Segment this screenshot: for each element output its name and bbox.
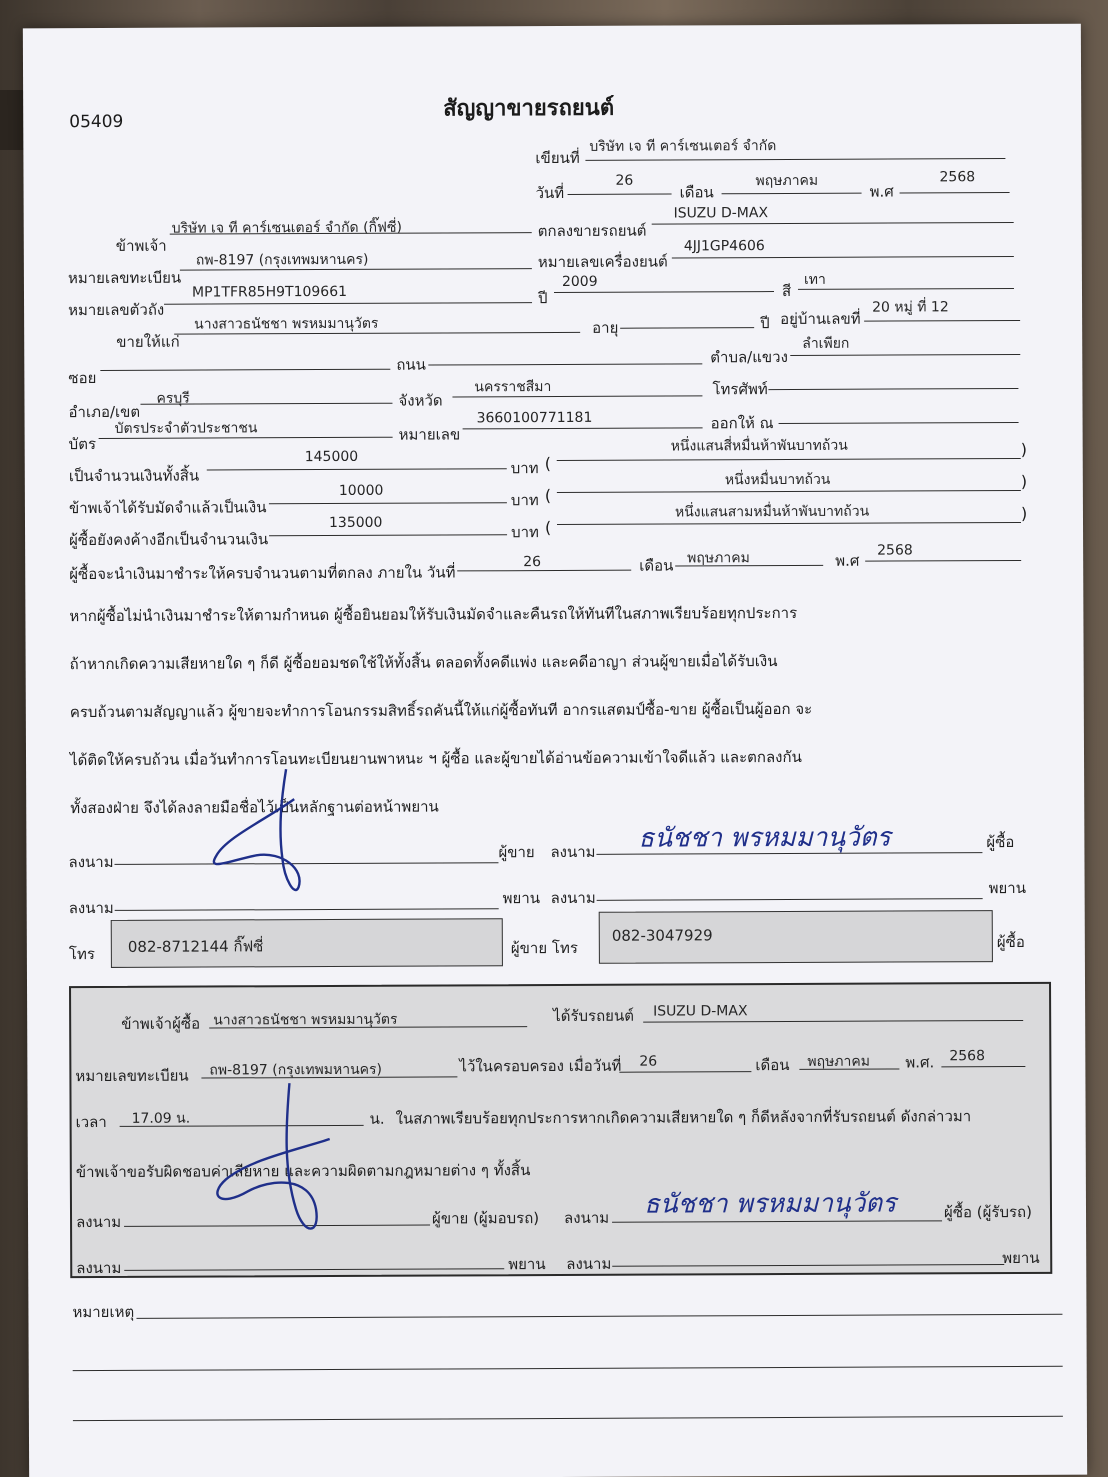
age-unit: ปี — [760, 314, 770, 333]
written-at-line — [585, 158, 1005, 161]
payment-month-label: เดือน — [639, 556, 674, 575]
receipt-time-value: 17.09 น. — [131, 1110, 191, 1127]
remarks-line-1 — [136, 1314, 1062, 1319]
receipt-seller-sign-label: ลงนาม — [76, 1212, 122, 1232]
month-value: พฤษภาคม — [755, 172, 819, 190]
receipt-witness1-sign-label: ลงนาม — [76, 1258, 122, 1278]
witness2-sign-line — [597, 898, 983, 901]
receipt-buyer-label: ข้าพเจ้าผู้ซื้อ — [121, 1014, 201, 1033]
payment-day-value: 26 — [523, 554, 542, 571]
deposit-open-paren: ( — [544, 486, 552, 506]
plate-value: ถพ-8197 (กรุงเทพมหานคร) — [195, 251, 369, 269]
receipt-liability-text: ข้าพเจ้าขอรับผิดชอบค่าเสียหาย และความผิดตามกฎหมายต่าง ๆ ทั้งสิ้น — [75, 1161, 531, 1182]
day-label: วันที่ — [535, 183, 565, 203]
year-line — [900, 192, 1010, 193]
road-line — [428, 363, 702, 365]
buyer-signature: ธนัชชา พรหมมานุวัตร — [638, 822, 891, 854]
receipt-witness2-line — [612, 1264, 1004, 1267]
buyer-role-label: ผู้ซื้อ — [986, 832, 1015, 852]
year-label: พ.ศ — [869, 182, 894, 201]
receipt-buyer-role: ผู้ซื้อ (ผู้รับรถ) — [943, 1202, 1033, 1222]
subdistrict-label: ตำบล/แขวง — [710, 347, 788, 367]
vehicle-year-value: 2009 — [561, 273, 598, 290]
receipt-received-label: ได้รับรถยนต์ — [553, 1006, 634, 1026]
witness2-role: พยาน — [988, 878, 1026, 898]
engine-line — [672, 256, 1014, 258]
seller-name: บริษัท เจ ที คาร์เซนเตอร์ จำกัด (กิ๊ฟซี่) — [171, 219, 402, 237]
address-label: อยู่บ้านเลขที่ — [780, 309, 861, 329]
payment-day-line — [457, 570, 631, 572]
receipt-condition-text: ในสภาพเรียบร้อยทุกประการหากเกิดความเสียหายใด ๆ ก็ดีหลังจากที่รับรถยนต์ ดังกล่าวมา — [395, 1107, 972, 1128]
plate-label: หมายเลขทะเบียน — [67, 268, 182, 288]
receipt-day-value: 26 — [639, 1053, 658, 1070]
color-line — [798, 288, 1014, 290]
address-value: 20 หมู่ ที่ 12 — [872, 299, 949, 316]
terms-line-1: หากผู้ซื้อไม่นำเงินมาชำระให้ตามกำหนด ผู้ซื้อยินยอมให้รับเงินมัดจำและคืนรถให้ทันทีในสภาพเรียบร้อยทุกประการ — [69, 603, 798, 626]
total-value: 145000 — [304, 448, 359, 466]
buyer-name: นางสาวธนัชชา พรหมมานุวัตร — [194, 315, 379, 333]
day-value: 26 — [615, 172, 634, 189]
day-line — [568, 193, 672, 194]
receipt-year-label: พ.ศ. — [905, 1053, 935, 1072]
phone-line — [768, 388, 1018, 390]
year-value: 2568 — [939, 169, 976, 186]
receipt-seller-signature-scribble — [199, 1079, 360, 1240]
card-number-line — [463, 427, 703, 429]
receipt-car-line — [643, 1020, 1023, 1023]
balance-words-line — [557, 522, 1021, 525]
receipt-plate-value: ถพ-8197 (กรุงเทพมหานคร) — [209, 1061, 383, 1079]
card-type-value: บัตรประจำตัวประชาชน — [114, 420, 258, 437]
remarks-label: หมายเหตุ — [72, 1302, 135, 1322]
vehicle-year-line — [554, 291, 774, 293]
buyer-phone-role: ผู้ซื้อ — [996, 932, 1025, 952]
total-line — [207, 468, 507, 470]
agree-sell-label: ตกลงขายรถยนต์ — [537, 221, 647, 241]
deposit-baht-label: บาท — [510, 491, 539, 510]
total-open-paren: ( — [544, 454, 552, 474]
card-number-value: 3660100771181 — [476, 409, 593, 427]
witness1-sign-line — [115, 908, 499, 911]
engine-value: 4JJ1GP4606 — [683, 238, 765, 255]
written-at-label: เขียนที่ — [535, 148, 580, 168]
age-line — [620, 327, 754, 329]
receipt-witness2-sign-label: ลงนาม — [566, 1254, 612, 1273]
receipt-plate-label: หมายเลขทะเบียน — [75, 1066, 189, 1086]
witness1-sign-label: ลงนาม — [68, 898, 114, 918]
road-label: ถนน — [396, 355, 426, 374]
seller-phone-value: 082-8712144 กิ๊ฟซี่ — [127, 937, 264, 956]
buyer-sign-label: ลงนาม — [550, 842, 596, 862]
total-label: เป็นจำนวนเงินทั้งสิ้น — [68, 466, 200, 486]
terms-line-3: ครบถ้วนตามสัญญาแล้ว ผู้ขายจะทำการโอนกรรมสิทธิ์รถคันนี้ให้แก่ผู้ซื้อทันที อากรแสตมป์ซื้อ-ขาย ผู้ซื้อเป็นผู้ออก จะ — [69, 699, 813, 722]
contract-paper — [23, 24, 1087, 1477]
chassis-label: หมายเลขตัวถัง — [68, 300, 165, 320]
receipt-year-line — [941, 1066, 1025, 1067]
balance-baht-label: บาท — [511, 523, 539, 542]
receipt-day-line — [619, 1071, 751, 1073]
subdistrict-value: ลำเพียก — [802, 335, 850, 352]
province-line — [452, 395, 702, 397]
balance-open-paren: ( — [544, 518, 552, 538]
receipt-possession-label: ไว้ในครอบครอง เมื่อวันที่ — [459, 1056, 622, 1076]
district-line — [140, 403, 392, 405]
payment-month-value: พฤษภาคม — [687, 550, 750, 567]
card-number-label: หมายเลข — [398, 425, 461, 444]
receipt-time-unit: น. — [369, 1109, 385, 1128]
balance-label: ผู้ซื้อยังคงค้างอีกเป็นจำนวนเงิน — [69, 530, 269, 550]
issued-line — [779, 422, 1019, 424]
total-baht-label: บาท — [510, 459, 539, 478]
seller-signature-scribble — [186, 759, 347, 900]
issued-label: ออกให้ ณ — [710, 414, 774, 433]
engine-label: หมายเลขเครื่องยนต์ — [537, 252, 668, 272]
total-close-paren: ) — [1020, 439, 1027, 459]
province-label: จังหวัด — [398, 391, 443, 410]
receipt-month-value: พฤษภาคม — [807, 1053, 871, 1070]
month-label: เดือน — [679, 183, 714, 202]
district-value: ครบุรี — [156, 390, 190, 407]
seller-sign-label: ลงนาม — [68, 852, 114, 872]
receipt-car-model: ISUZU D-MAX — [653, 1003, 748, 1020]
payment-year-line — [865, 560, 1021, 562]
receipt-time-label: เวลา — [75, 1112, 107, 1132]
buyer-phone-box — [599, 910, 993, 964]
chassis-value: MP1TFR85H9T109661 — [191, 283, 348, 301]
total-words: หนึ่งแสนสี่หมื่นห้าพันบาทถ้วน — [670, 437, 848, 455]
deposit-words: หนึ่งหมื่นบาทถ้วน — [724, 471, 831, 489]
balance-line — [269, 534, 507, 536]
vehicle-year-label: ปี — [537, 289, 548, 308]
written-at-value: บริษัท เจ ที คาร์เซนเตอร์ จำกัด — [589, 138, 777, 155]
receipt-witness2-role: พยาน — [1002, 1248, 1040, 1268]
receipt-witness1-line — [124, 1268, 504, 1271]
balance-value: 135000 — [328, 514, 383, 531]
chassis-line — [164, 302, 532, 305]
remarks-line-2 — [73, 1366, 1063, 1371]
balance-close-paren: ) — [1020, 503, 1028, 523]
card-label: บัตร — [68, 435, 97, 454]
soi-line — [100, 369, 390, 371]
payment-year-label: พ.ศ — [835, 551, 860, 570]
color-value: เทา — [803, 271, 826, 288]
seller-role-label: ผู้ขาย — [498, 843, 535, 862]
terms-line-4: ได้ติดให้ครบถ้วน เมื่อวันทำการโอนทะเบียนยานพาหนะ ฯ ผู้ซื้อ และผู้ขายได้อ่านข้อความเข้าใจดีแล้ว และตกลงกัน — [69, 747, 802, 770]
total-words-line — [557, 458, 1021, 461]
age-label: อายุ — [592, 318, 619, 337]
soi-label: ซอย — [68, 368, 97, 388]
receipt-buyer-signature: ธนัชชา พรหมมานุวัตร — [643, 1188, 897, 1220]
seller-label: ข้าพเจ้า — [115, 236, 167, 255]
province-value: นครราชสีมา — [474, 379, 552, 396]
deposit-label: ข้าพเจ้าได้รับมัดจำแล้วเป็นเงิน — [68, 498, 267, 518]
deposit-line — [269, 502, 507, 504]
buyer-phone-value: 082-3047929 — [611, 926, 713, 945]
receipt-year-value: 2568 — [949, 1048, 986, 1065]
deposit-value: 10000 — [338, 482, 384, 499]
deposit-close-paren: ) — [1020, 471, 1028, 491]
balance-words: หนึ่งแสนสามหมื่นห้าพันบาทถ้วน — [674, 503, 870, 521]
payment-due-label: ผู้ซื้อจะนำเงินมาชำระให้ครบจำนวนตามที่ตกลง ภายใน วันที่ — [69, 563, 456, 584]
seller-phone-role: ผู้ขาย โทร — [510, 938, 578, 958]
sell-to-label: ขายให้แก่ — [116, 332, 180, 351]
document-number: 05409 — [69, 111, 124, 133]
deposit-words-line — [557, 490, 1021, 493]
seller-phone-box — [111, 918, 503, 968]
color-label: สี — [781, 281, 792, 301]
receipt-buyer-sign-label: ลงนาม — [563, 1208, 610, 1227]
receipt-seller-role: ผู้ขาย (ผู้มอบรถ) — [431, 1209, 540, 1228]
receipt-month-label: เดือน — [755, 1055, 790, 1075]
seller-phone-label: โทร — [68, 945, 95, 964]
terms-line-2: ถ้าหากเกิดความเสียหายใด ๆ ก็ดี ผู้ซื้อยอมชดใช้ให้ทั้งสิ้น ตลอดทั้งคดีแพ่ง และคดีอาญา ส่วนผู้ขายเมื่อได้รับเงิน — [69, 652, 778, 674]
phone-label: โทรศัพท์ — [712, 380, 768, 399]
witness2-sign-label: ลงนาม — [550, 888, 596, 908]
district-label: อำเภอ/เขต — [68, 402, 141, 422]
payment-year-value: 2568 — [877, 542, 913, 559]
address-line — [864, 320, 1020, 322]
witness1-role: พยาน — [502, 889, 541, 908]
remarks-line-3 — [73, 1416, 1063, 1421]
terms-line-5: ทั้งสองฝ่าย จึงได้ลงลายมือชื่อไว้เป็นหลักฐานต่อหน้าพยาน — [70, 797, 439, 818]
month-line — [722, 193, 862, 195]
car-model-line — [652, 222, 1014, 225]
document-title: สัญญาขายรถยนต์ — [443, 95, 615, 122]
receipt-buyer-name: นางสาวธนัชชา พรหมมานุวัตร — [213, 1011, 398, 1029]
subdistrict-line — [790, 354, 1020, 356]
receipt-witness1-role: พยาน — [508, 1255, 546, 1274]
car-model-value: ISUZU D-MAX — [673, 205, 769, 222]
